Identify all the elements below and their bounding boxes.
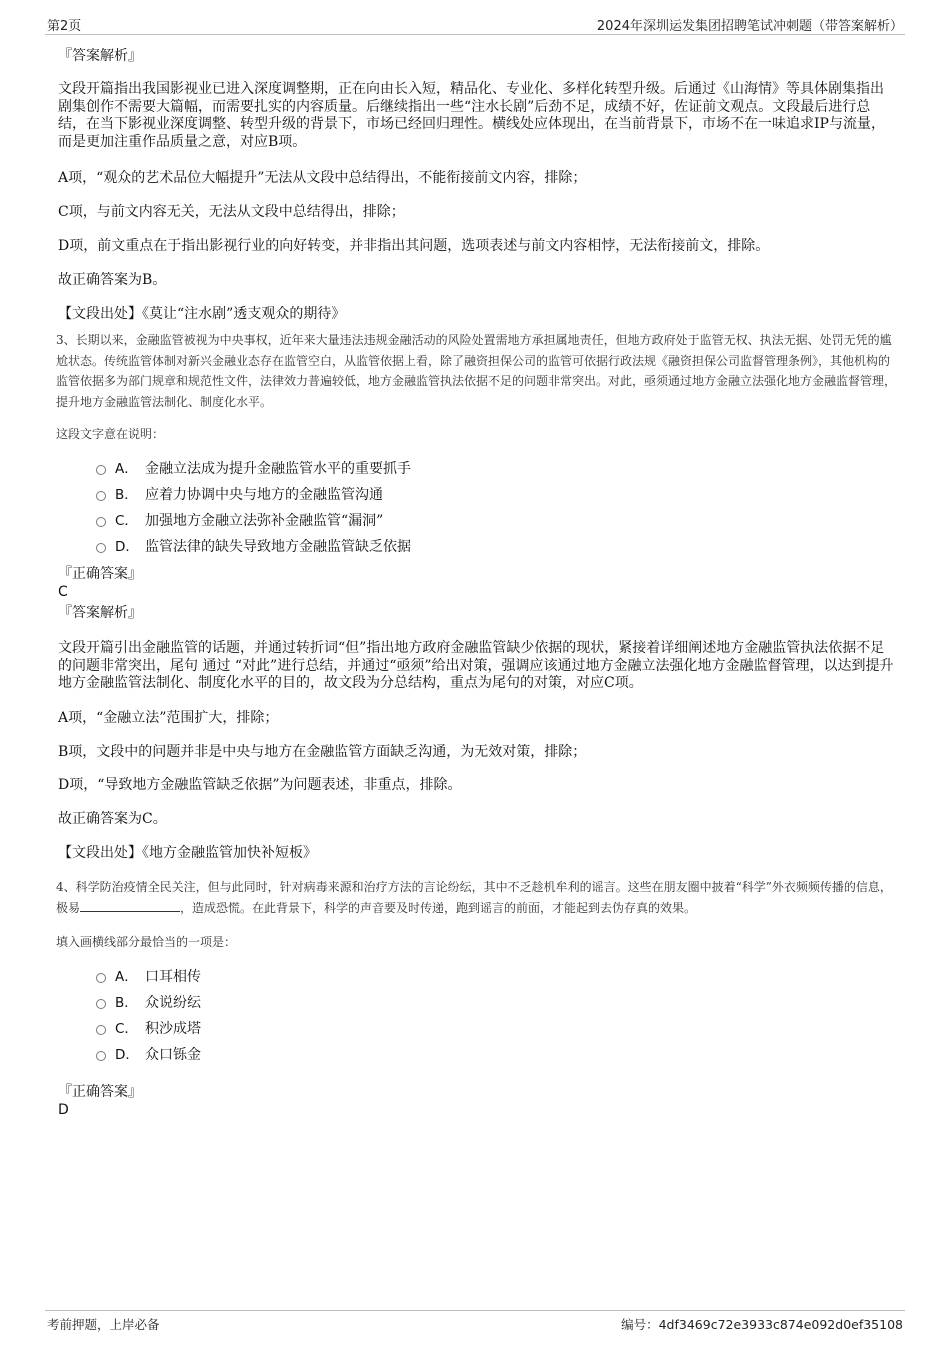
stem-part: 4、科学防治疫情全民关注，但与此同时，针对病毒来源和治疗方法的言论纷纭，其中不乏趁机牟利的谣言。这些在朋友圈中披着“科学”外衣频频传播的信息，极易 [56,880,892,915]
source-citation: 【文段出处】《莫让“注水剧”透支观众的期待》 [58,306,346,322]
stem-part: ，造成恐慌。在此背景下，科学的声音要及时传递，跑到谣言的前面，才能起到去伪存真的效果。 [180,900,697,915]
option-label: B． [115,995,138,1011]
option-text: 众说纷纭 [145,995,201,1011]
question-prompt: 填入画横线部分最恰当的一项是： [56,935,237,949]
correct-answer: D [58,1102,69,1118]
option-text: 众口铄金 [145,1047,201,1063]
option-a[interactable] [96,968,201,986]
option-b[interactable] [96,994,201,1012]
option-note: D项，前文重点在于指出影视行业的向好转变，并非指出其问题，选项表述与前文内容相悖，无法衔接前文，排除。 [58,238,770,254]
option-note: D项，“导致地方金融监管缺乏依据”为问题表述，非重点，排除。 [58,777,462,793]
option-d[interactable] [96,1046,201,1064]
option-c[interactable] [96,1020,201,1038]
radio-icon[interactable] [96,1025,106,1035]
radio-icon[interactable] [96,465,106,475]
option-note: B项，文段中的问题并非是中央与地方在金融监管方面缺乏沟通，为无效对策，排除； [58,744,587,760]
page-header [45,14,905,35]
option-text: 口耳相传 [145,969,201,985]
option-label: C． [115,1021,138,1037]
document-id: 编号：4df3469c72e3933c874e092d0ef35108 [621,1317,903,1332]
option-label: D． [115,539,139,555]
answer-heading: 『正确答案』 [58,1084,142,1100]
option-d[interactable] [96,538,411,556]
option-b[interactable] [96,486,383,504]
option-note: C项，与前文内容无关，无法从文段中总结得出，排除； [58,204,405,220]
option-label: B． [115,487,138,503]
answer-heading: 『正确答案』 [58,566,142,582]
question-prompt: 这段文字意在说明： [56,427,165,441]
conclusion: 故正确答案为B。 [58,272,167,288]
conclusion: 故正确答案为C。 [58,811,167,827]
footer-slogan: 考前押题，上岸必备 [47,1317,160,1332]
question-stem: 3、长期以来，金融监管被视为中央事权，近年来大量违法违规金融活动的风险处置需地方承担属地责任，但地方政府处于监管无权、执法无据、处罚无凭的尴尬状态。传统监管体制对新兴金融业态存在监管空白，从监管依据上看，除了融资担保公司的监管可依据行政法规《融资担保公司监督管理条例》，其他机构的监管依据多为部门规章和规范性文件，法律效力普遍较低，地方金融监管执法依据不足的问题非常突出。对此，亟须通过地方金融立法强化地方金融监督管理，提升地方金融监管法制化、制度化水平。 [56,333,897,409]
analysis-text: 文段开篇引出金融监管的话题，并通过转折词“但”指出地方政府金融监管缺少依据的现状，紧接着详细阐述地方金融监管执法依据不足的问题非常突出，尾句 通过 “对此”进行总结，并通过“亟须”给出对策，强调应该通过地方金融立法强化地方金融监督管理，以达到提升地方金融监管法制化、制度化水平的目的，故文段为分总结构，重点为尾句的对策，对应C项。 [58,640,894,691]
option-note: A项，“金融立法”范围扩大，排除； [58,710,279,726]
fill-blank [80,900,180,912]
option-text: 监管法律的缺失导致地方金融监管缺乏依据 [145,539,411,555]
page-number: 第2页 [47,19,82,34]
radio-icon[interactable] [96,491,106,501]
radio-icon[interactable] [96,1051,106,1061]
option-a[interactable] [96,460,411,478]
radio-icon[interactable] [96,999,106,1009]
radio-icon[interactable] [96,973,106,983]
radio-icon[interactable] [96,543,106,553]
analysis-text: 文段开篇指出我国影视业已进入深度调整期，正在向由长入短，精品化、专业化、多样化转型升级。后通过《山海情》等具体剧集指出剧集创作不需要大篇幅，而需要扎实的内容质量。后继续指出一些“注水长剧”后劲不足，成绩不好，佐证前文观点。文段最后进行总结，在当下影视业深度调整、转型升级的背景下，市场已经回归理性。横线处应体现出，在当前背景下，市场不在一味追求IP与流量，而是更加注重作品质量之意，对应B项。 [58,81,885,150]
option-text: 加强地方金融立法弥补金融监管“漏洞” [145,513,384,529]
option-label: A． [115,969,138,985]
option-c[interactable] [96,512,383,530]
document-title: 2024年深圳运发集团招聘笔试冲刺题（带答案解析） [596,19,903,34]
option-note: A项，“观众的艺术品位大幅提升”无法从文段中总结得出，不能衔接前文内容，排除； [58,170,587,186]
option-label: D． [115,1047,139,1063]
option-label: A． [115,461,138,477]
option-text: 积沙成塔 [145,1021,201,1037]
question-stem [56,877,896,918]
correct-answer: C [58,584,68,600]
page-footer [45,1310,905,1335]
analysis-heading: 『答案解析』 [58,48,142,64]
radio-icon[interactable] [96,517,106,527]
analysis-heading: 『答案解析』 [58,605,142,621]
source-citation: 【文段出处】《地方金融监管加快补短板》 [58,845,317,861]
option-text: 金融立法成为提升金融监管水平的重要抓手 [145,461,411,477]
option-label: C． [115,513,138,529]
option-text: 应着力协调中央与地方的金融监管沟通 [145,487,383,503]
